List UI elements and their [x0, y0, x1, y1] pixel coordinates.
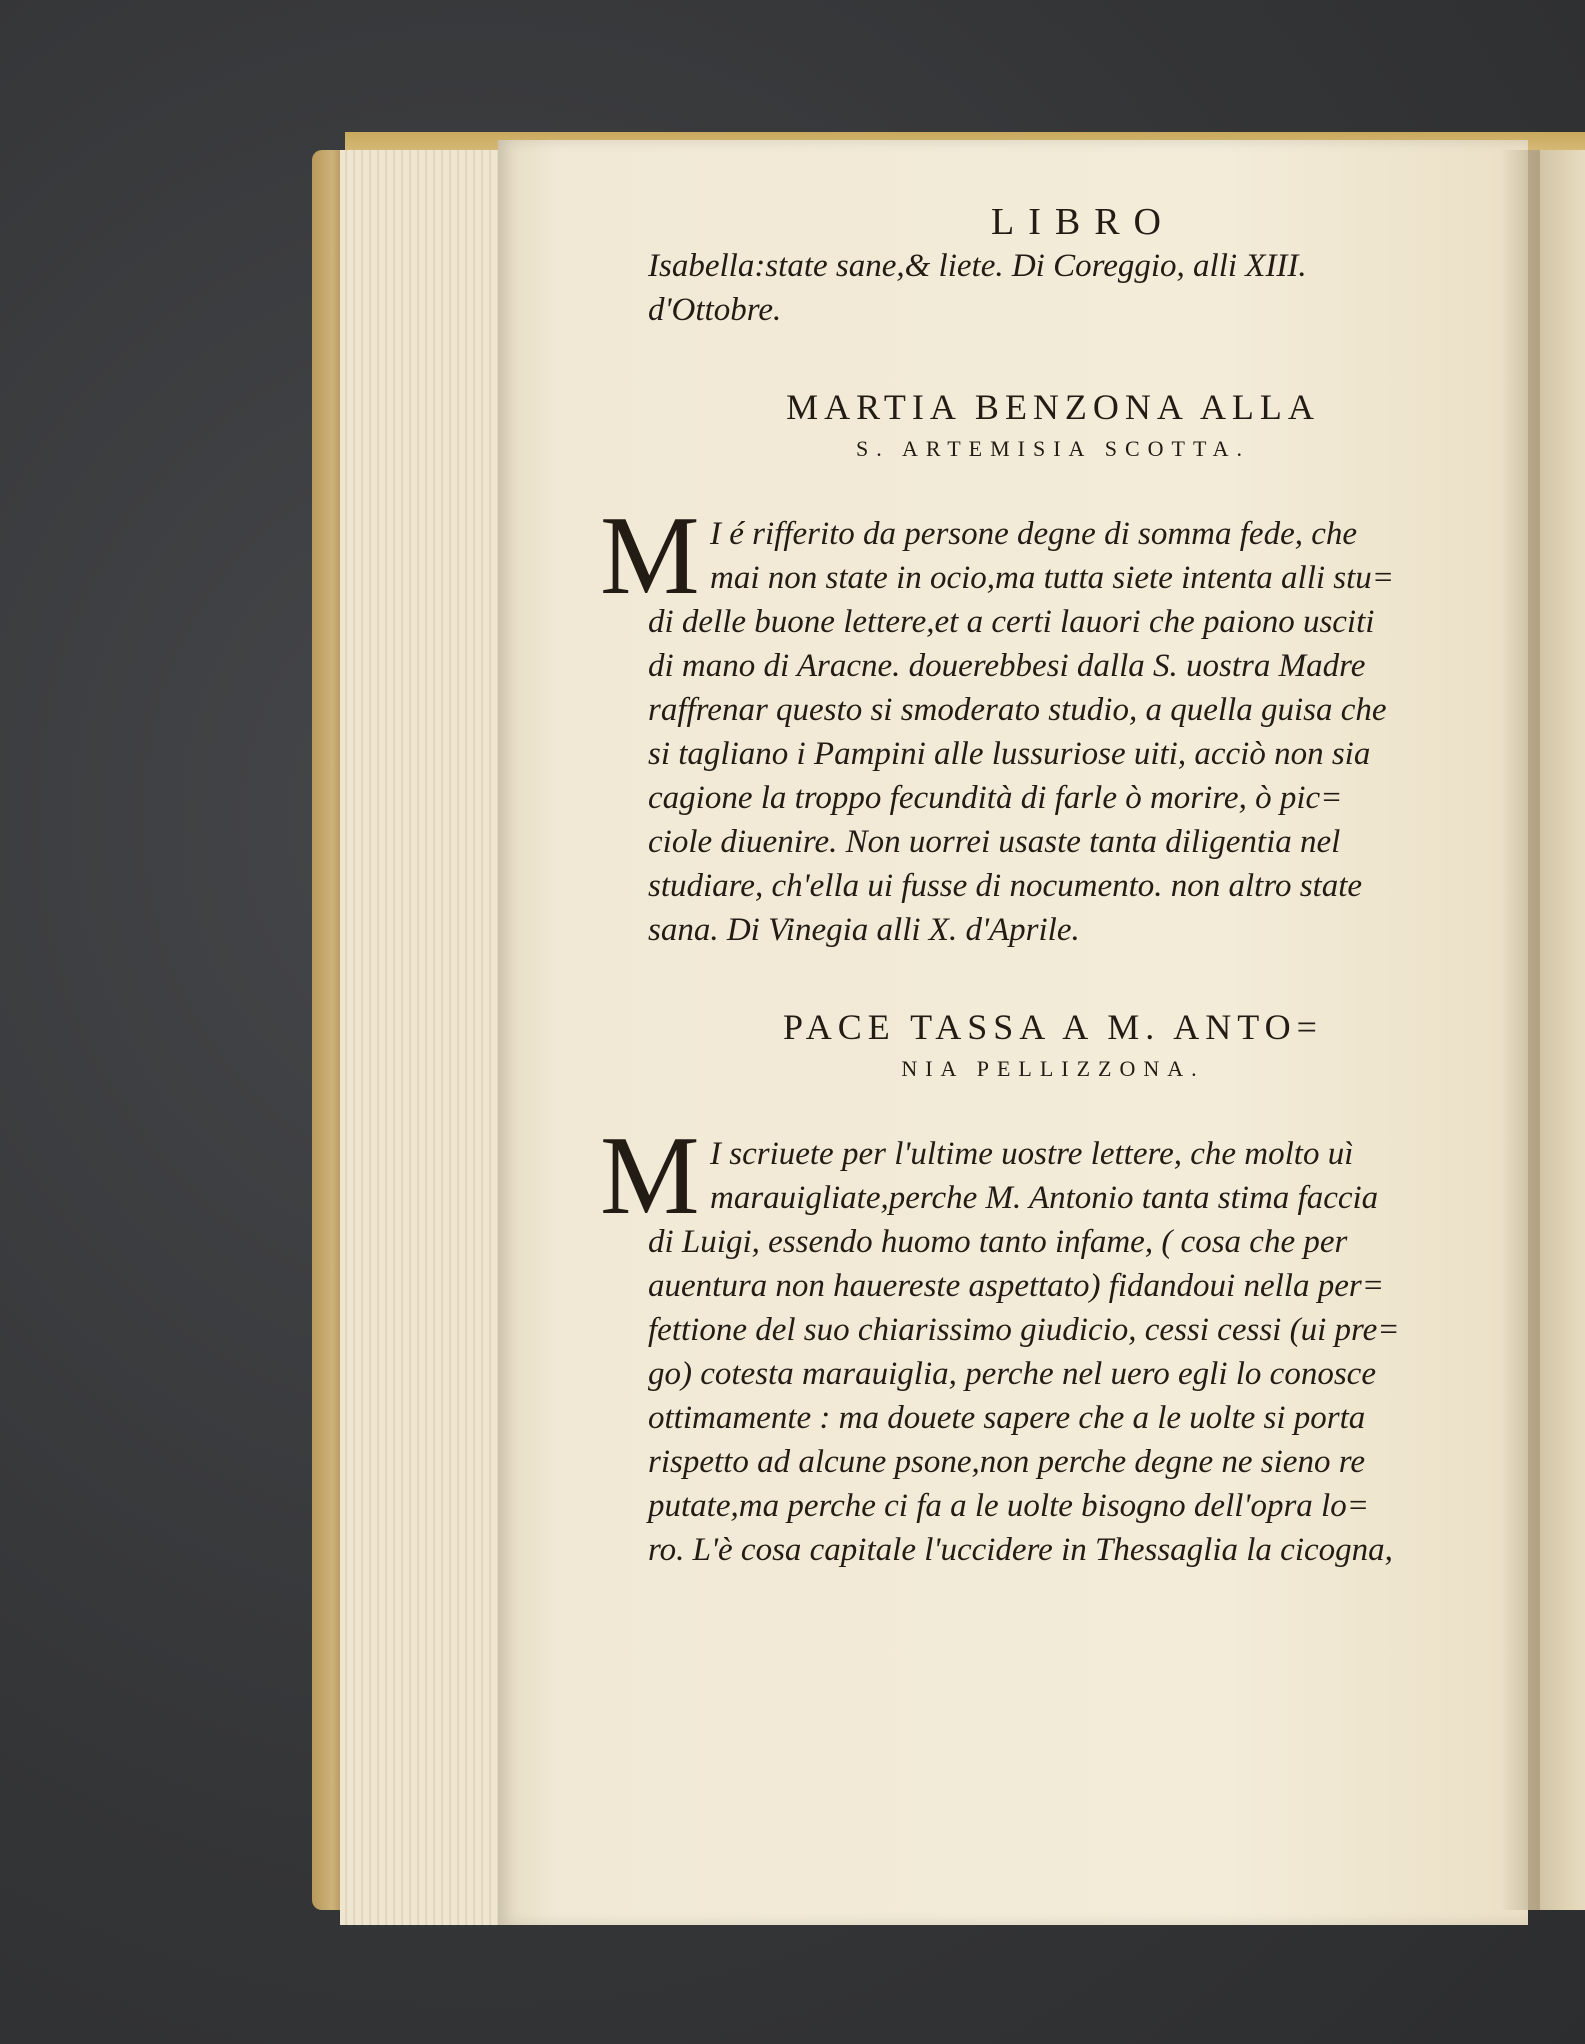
drop-cap: M	[600, 494, 700, 618]
letter-body	[600, 1114, 1458, 1572]
text-line: putate,ma perche ci fa a le uolte bisogno dell'opra lo=	[648, 1488, 1369, 1524]
text-line: di delle buone lettere,et a certi lauori che paiono usciti	[648, 604, 1375, 640]
text-line: Isabella:state sane,& liete. Di Coreggio, alli XIII.	[648, 248, 1307, 284]
letter-heading: MARTIA BENZONA ALLA	[786, 387, 1320, 427]
text-line: sana. Di Vinegia alli X. d'Aprile.	[648, 912, 1080, 948]
opening-lines	[648, 244, 1458, 332]
text-line: di mano di Aracne. douerebbesi dalla S. uostra Madre	[648, 648, 1366, 684]
text-line: mai non state in ocio,ma tutta siete intenta alli stu=	[710, 560, 1395, 596]
text-line: I é rifferito da persone degne di somma fede, che	[710, 516, 1358, 552]
text-line: d'Ottobre.	[648, 292, 782, 328]
text-line: studiare, ch'ella ui fusse di nocumento. non altro state	[648, 868, 1363, 904]
drop-cap: M	[600, 1114, 700, 1238]
text-line: raffrenar questo si smoderato studio, a quella guisa che	[648, 692, 1387, 728]
page-text	[600, 200, 1458, 1572]
running-head: LIBRO	[991, 201, 1175, 243]
text-line: auentura non hauereste aspettato) fidandoui nella per=	[648, 1268, 1384, 1304]
text-line: go) cotesta marauiglia, perche nel uero egli lo conosce	[648, 1356, 1376, 1392]
gutter-shadow	[1500, 150, 1540, 1910]
text-line: ciole diuenire. Non uorrei usaste tanta diligentia nel	[648, 824, 1341, 860]
text-line: ro. L'è cosa capitale l'uccidere in Thessaglia la cicogna,	[648, 1532, 1393, 1568]
text-line: marauigliate,perche M. Antonio tanta stima faccia	[710, 1180, 1379, 1216]
page-stack-edge	[340, 150, 502, 1925]
text-line: ottimamente : ma douete sapere che a le uolte si porta	[648, 1400, 1366, 1436]
letter-subheading: NIA PELLIZZONA.	[901, 1056, 1205, 1081]
letter-heading: PACE TASSA A M. ANTO=	[783, 1007, 1323, 1047]
text-line: rispetto ad alcune psone,non perche degne ne sieno re	[648, 1444, 1365, 1480]
text-line: di Luigi, essendo huomo tanto infame, ( cosa che per	[648, 1224, 1348, 1260]
text-line: si tagliano i Pampini alle lussuriose uiti, acciò non sia	[648, 736, 1371, 772]
letter-subheading: S. ARTEMISIA SCOTTA.	[855, 436, 1251, 461]
text-line: fettione del suo chiarissimo giudicio, cessi cessi (ui pre=	[648, 1312, 1400, 1348]
text-line: cagione la troppo fecundità di farle ò morire, ò pic=	[648, 780, 1343, 816]
letter-body	[600, 494, 1458, 952]
text-line: I scriuete per l'ultime uostre lettere, che molto uì	[710, 1136, 1354, 1172]
